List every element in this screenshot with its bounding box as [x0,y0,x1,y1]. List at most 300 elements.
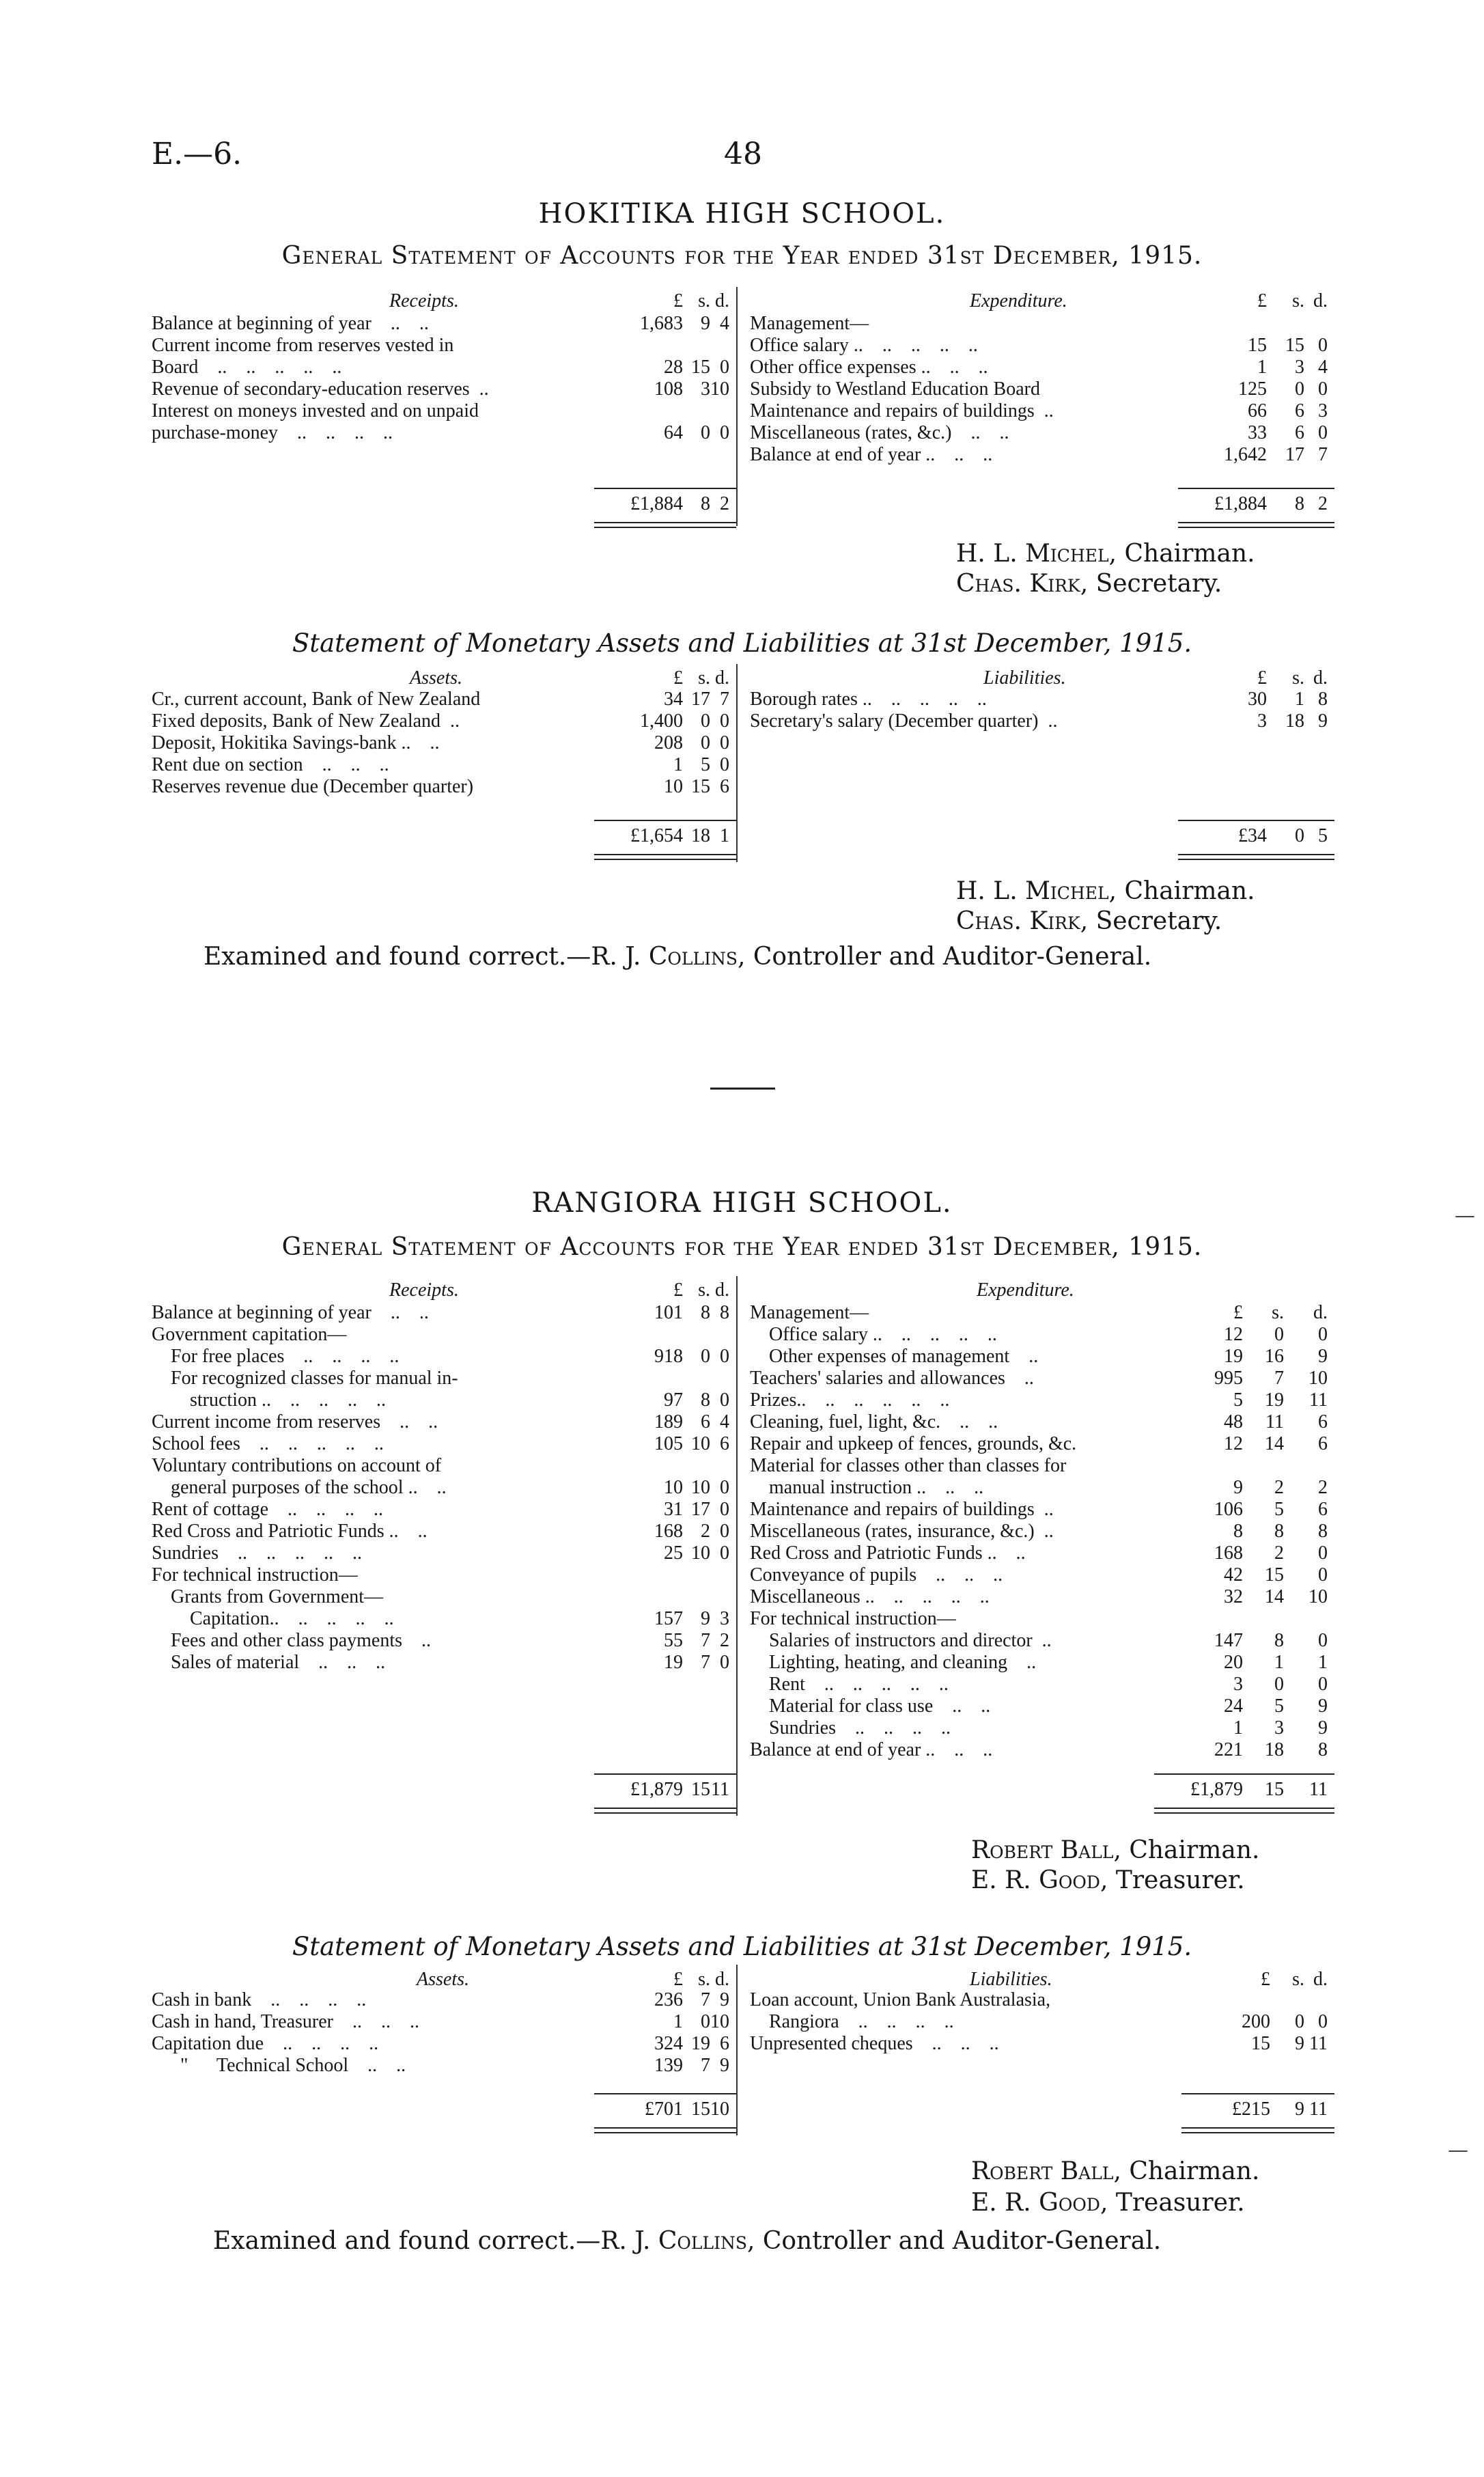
hokitika-assets-assets_total-d: 1 [720,825,729,846]
rangiora-expenditure_total-s: 15 [1265,1779,1284,1800]
hokitika-receipts-row-d: 0 [720,357,729,378]
rangiora-receipts-row-l: 25 [664,1542,683,1564]
rangiora-receipts-row-s: 8 [701,1302,710,1323]
rangiora-expenditure-row-l: 20 [1224,1652,1243,1673]
hokitika-expenditure-row-d: 7 [1318,444,1328,465]
rangiora-expenditure_head-col-d: d. [1313,1302,1328,1323]
rangiora-expenditure-row-d: 0 [1318,1674,1328,1695]
hokitika-expenditure_head-col-s: s. [1292,290,1304,312]
hokitika-receipts-row-d: 10 [710,378,729,400]
rangiora-liabilities-liabilities_head-col-s: s. [1292,1969,1304,1990]
rangiora-receipts-row-label: Sales of material .. .. .. [152,1652,386,1673]
rangiora-receipts-row-label: Grants from Government— [152,1586,384,1607]
hokitika-liabilities-liabilities_head-col-l: £ [1257,667,1267,689]
rangiora-expenditure-row-l: 19 [1224,1346,1243,1367]
hokitika-assets-assets_total-double-rule [594,854,736,855]
rangiora-expenditure-row-label: Material for classes other than classes for [750,1455,1067,1476]
rangiora-expenditure_head-col-s: s. [1272,1302,1284,1323]
hokitika-expenditure-row-s: 3 [1295,357,1304,378]
rangiora-assets-assets-row-s: 19 [691,2033,710,2054]
rangiora-assets-assets_total-double-rule-2 [594,2132,736,2133]
hokitika-assets-assets-row-label: Rent due on section .. .. .. [152,754,389,775]
hokitika-expenditure_total-rule [1178,488,1334,489]
rangiora-expenditure-row-label: Rent .. .. .. .. .. [750,1674,949,1695]
rangiora-receipts-row-d: 3 [720,1608,729,1629]
hokitika-assets-assets-row-s: 17 [691,689,710,710]
rangiora-expenditure-row-d: 8 [1318,1521,1328,1542]
rangiora-assets-assets-row-s: 0 [701,2011,710,2032]
rangiora-liabilities-liabilities_total-s: 9 [1295,2099,1304,2120]
hokitika-expenditure_total-double-rule-2 [1178,527,1334,528]
hokitika-receipts_total-rule [594,488,736,489]
rangiora-expenditure-row-d: 9 [1318,1346,1328,1367]
hokitika-expenditure-row-d: 4 [1318,357,1328,378]
rangiora-receipts-row-d: 0 [720,1521,729,1542]
rangiora-expenditure-row-s: 0 [1274,1674,1284,1695]
rangiora-expenditure-row-l: 48 [1224,1411,1243,1433]
rangiora-expenditure-row-d: 0 [1318,1630,1328,1651]
hokitika-signature-secretary: Chas. Kirk, Secretary. [956,570,1222,598]
rangiora-assets-assets_head-col-d: d. [715,1969,729,1990]
rangiora-expenditure-row-label: Other expenses of management .. [750,1346,1039,1367]
hokitika-assets-assets_total-l: £1,654 [630,825,683,846]
hokitika-expenditure-row-label: Other office expenses .. .. .. [750,357,988,378]
rangiora-assets-assets-row-s: 7 [701,1989,710,2010]
rangiora-expenditure-row-l: 42 [1224,1564,1243,1586]
rangiora-receipts-row-d: 4 [720,1411,729,1433]
rangiora-expenditure-row-l: 147 [1214,1630,1243,1651]
rangiora-expenditure-row-l: 8 [1233,1521,1243,1542]
rangiora-liabilities-liabilities-row-label: Unpresented cheques .. .. .. [750,2033,999,2054]
rangiora-receipts-row-d: 6 [720,1433,729,1454]
hokitika-receipts-row-l: 1,683 [640,313,683,334]
rangiora-receipts-row-s: 17 [691,1499,710,1520]
rangiora-expenditure-row-label: Material for class use .. .. [750,1696,991,1717]
hokitika-receipts-row-label: Current income from reserves vested in [152,335,454,356]
hokitika-receipts-row-l: 108 [654,378,683,400]
rangiora-assets-title: Statement of Monetary Assets and Liabilities at 31st December, 1915. [292,1932,1192,1961]
rangiora-expenditure-row-s: 16 [1265,1346,1284,1367]
rangiora-assets-assets_head-heading: Assets. [417,1969,469,1990]
rangiora-expenditure_head-heading: Expenditure. [977,1279,1074,1301]
rangiora-assets-assets-row-l: 1 [673,2011,683,2032]
rangiora-liabilities-liabilities-row-label: Rangiora .. .. .. .. [750,2011,954,2032]
rangiora-receipts-row-d: 2 [720,1630,729,1651]
rangiora-receipts-row-d: 0 [720,1542,729,1564]
hokitika-receipts_total-d: 2 [720,493,729,514]
page-ref: E.—6. [152,137,242,171]
hokitika-expenditure_head-col-l: £ [1257,290,1267,312]
hokitika-assets-assets-row-s: 15 [691,776,710,797]
rangiora-expenditure-row-l: 12 [1224,1324,1243,1345]
hokitika-liabilities-liabilities-row-s: 1 [1295,689,1304,710]
rangiora-expenditure-row-l: 3 [1233,1674,1243,1695]
rangiora-receipts-row-l: 19 [664,1652,683,1673]
hokitika-expenditure-row-l: 125 [1238,378,1267,400]
rangiora-expenditure-row-s: 14 [1265,1586,1284,1607]
rangiora-assets-assets-row-label: Capitation due .. .. .. .. [152,2033,379,2054]
rangiora-receipts-row-label: Capitation.. .. .. .. .. [152,1608,394,1629]
rangiora-expenditure-row-l: 221 [1214,1739,1243,1760]
rangiora-expenditure-row-label: For technical instruction— [750,1608,956,1629]
hokitika-assets-assets-row-d: 6 [720,776,729,797]
hokitika-expenditure-row-d: 0 [1318,378,1328,400]
rangiora-assets-assets-row-label: Cash in hand, Treasurer .. .. .. [152,2011,419,2032]
rangiora-receipts-row-d: 0 [720,1652,729,1673]
rangiora-expenditure-row-label: Office salary .. .. .. .. .. [750,1324,997,1345]
rangiora-expenditure-row-d: 6 [1318,1411,1328,1433]
hokitika-assets-assets_total-double-rule-2 [594,859,736,860]
rangiora-receipts-row-l: 189 [654,1411,683,1433]
rangiora-assets-assets_head-col-l: £ [673,1969,683,1990]
rangiora-liabilities-liabilities_total-l: £215 [1232,2099,1270,2120]
hokitika-assets-assets-row-label: Fixed deposits, Bank of New Zealand .. [152,710,460,732]
hokitika-liabilities-liabilities-row-s: 18 [1285,710,1304,732]
hokitika-assets-assets-row-d: 0 [720,710,729,732]
hokitika-assets-assets-row-l: 208 [654,732,683,753]
rangiora-expenditure-row-s: 2 [1274,1542,1284,1564]
rangiora-receipts_head-heading: Receipts. [389,1279,459,1301]
rangiora-expenditure-row-d: 10 [1308,1368,1328,1389]
rangiora-expenditure-row-l: 1 [1233,1717,1243,1739]
rangiora-expenditure_total-double-rule [1154,1808,1334,1809]
hokitika-liabilities-liabilities-row-label: Borough rates .. .. .. .. .. [750,689,987,710]
hokitika-assets-assets-row-l: 10 [664,776,683,797]
rangiora-receipts_total-s: 15 [691,1779,710,1800]
hokitika-receipts_total-l: £1,884 [630,493,683,514]
hokitika-expenditure-row-l: 66 [1248,400,1267,421]
rangiora-assets-assets-row-d: 6 [720,2033,729,2054]
rangiora-expenditure-row-s: 0 [1274,1324,1284,1345]
rangiora-expenditure-row-l: 9 [1233,1477,1243,1498]
hokitika-expenditure-row-s: 17 [1285,444,1304,465]
hokitika-receipts-row-s: 9 [701,313,710,334]
rangiora-receipts-row-l: 55 [664,1630,683,1651]
rangiora-expenditure-row-s: 14 [1265,1433,1284,1454]
rangiora-expenditure-row-d: 9 [1318,1717,1328,1739]
rangiora-receipts-row-l: 918 [654,1346,683,1367]
rangiora-receipts-row-d: 8 [720,1302,729,1323]
hokitika-assets-assets-row-label: Cr., current account, Bank of New Zealand [152,689,481,710]
hokitika-receipts_total-s: 8 [701,493,710,514]
hokitika-signature-secretary-2: Chas. Kirk, Secretary. [956,907,1222,935]
rangiora-receipts-row-label: Fees and other class payments .. [152,1630,432,1651]
rangiora-assets-assets-row-s: 7 [701,2055,710,2076]
rangiora-expenditure-row-d: 8 [1318,1739,1328,1760]
rangiora-expenditure-row-label: Salaries of instructors and director .. [750,1630,1052,1651]
rangiora-expenditure-row-label: Maintenance and repairs of buildings .. [750,1499,1054,1520]
hokitika-receipts-row-label: Interest on moneys invested and on unpaid [152,400,479,421]
hokitika-assets-assets-row-label: Deposit, Hokitika Savings-bank .. .. [152,732,440,753]
rangiora-liabilities-liabilities_head-heading: Liabilities. [970,1969,1052,1990]
hokitika-assets-assets-row-d: 0 [720,732,729,753]
rangiora-assets-assets-row-l: 236 [654,1989,683,2010]
hokitika-expenditure_head-col-d: d. [1313,290,1328,312]
rangiora-liabilities-liabilities_head-col-d: d. [1313,1969,1328,1990]
rangiora-expenditure-row-label: Lighting, heating, and cleaning .. [750,1652,1037,1673]
hokitika-receipts_head-heading: Receipts. [389,290,459,312]
rangiora-expenditure-row-label: Miscellaneous (rates, insurance, &c.) .. [750,1521,1054,1542]
rangiora-signature-chairman-2: Robert Ball, Chairman. [971,2157,1260,2185]
rangiora-receipts-row-d: 0 [720,1499,729,1520]
rangiora-expenditure-row-d: 6 [1318,1499,1328,1520]
hokitika-receipts-row-label: Balance at beginning of year .. .. [152,313,429,334]
rangiora-assets-assets-row-label: Cash in bank .. .. .. .. [152,1989,367,2010]
hokitika-expenditure-row-l: 1 [1257,357,1267,378]
rangiora-expenditure-row-s: 1 [1274,1652,1284,1673]
hokitika-expenditure-row-l: 1,642 [1224,444,1267,465]
rangiora-assets-assets-row-d: 9 [720,1989,729,2010]
rangiora-receipts-row-s: 7 [701,1630,710,1651]
hokitika-liabilities-liabilities-row-d: 8 [1318,689,1328,710]
rangiora-expenditure-row-s: 7 [1274,1368,1284,1389]
rangiora-receipts_total-d: 11 [711,1779,729,1800]
rangiora-receipts_total-double-rule [594,1808,736,1809]
hokitika-liabilities-liabilities-row-l: 3 [1257,710,1267,732]
rangiora-expenditure-row-d: 10 [1308,1586,1328,1607]
hokitika-expenditure_total-double-rule [1178,522,1334,523]
rangiora-expenditure-row-d: 1 [1318,1652,1328,1673]
hokitika-expenditure_head-heading: Expenditure. [970,290,1067,312]
rangiora-assets-assets-row-label: " Technical School .. .. [152,2055,406,2076]
rangiora-assets-assets_total-d: 10 [710,2099,729,2120]
rangiora-assets-assets-row-l: 324 [654,2033,683,2054]
rangiora-expenditure-row-label: Repair and upkeep of fences, grounds, &c. [750,1433,1077,1454]
hokitika-expenditure-row-l: 33 [1248,422,1267,443]
rangiora-receipts_head-col-l: £ [673,1279,683,1301]
rangiora-expenditure-row-s: 5 [1274,1499,1284,1520]
rangiora-receipts_total-rule [594,1773,736,1775]
hokitika-expenditure_total-s: 8 [1295,493,1304,514]
hokitika-liabilities-liabilities_total-l: £34 [1238,825,1267,846]
rangiora-receipts-row-s: 10 [691,1477,710,1498]
rangiora-liabilities-liabilities_head-col-l: £ [1261,1969,1270,1990]
rangiora-receipts-row-label: Balance at beginning of year .. .. [152,1302,429,1323]
hokitika-assets-assets_head-heading: Assets. [410,667,462,689]
rangiora-receipts_head-col-s: s. [698,1279,710,1301]
rangiora-receipts-row-s: 10 [691,1433,710,1454]
rangiora-expenditure-row-label: Balance at end of year .. .. .. [750,1739,993,1760]
rangiora-receipts-row-label: Red Cross and Patriotic Funds .. .. [152,1521,428,1542]
margin-mark: — [1455,1204,1475,1228]
hokitika-assets-assets-row-l: 34 [664,689,683,710]
rangiora-receipts-row-s: 9 [701,1608,710,1629]
hokitika-receipts-row-label: purchase-money .. .. .. .. [152,422,393,443]
hokitika-expenditure-row-label: Office salary .. .. .. .. .. [750,335,978,356]
hokitika-expenditure-row-l: 15 [1248,335,1267,356]
rangiora-expenditure-row-s: 8 [1274,1521,1284,1542]
hokitika-liabilities-liabilities_head-heading: Liabilities. [983,667,1066,689]
hokitika-liabilities-liabilities-row-label: Secretary's salary (December quarter) .. [750,710,1058,732]
rangiora-expenditure-row-label: Cleaning, fuel, light, &c. .. .. [750,1411,998,1433]
rangiora-expenditure-row-l: 12 [1224,1433,1243,1454]
rangiora-liabilities-liabilities-row-l: 200 [1242,2011,1270,2032]
rangiora-receipts-row-s: 10 [691,1542,710,1564]
rangiora-signature-chairman: Robert Ball, Chairman. [971,1836,1260,1864]
rangiora-expenditure-row-s: 2 [1274,1477,1284,1498]
rangiora-expenditure_total-l: £1,879 [1190,1779,1243,1800]
hokitika-subtitle: General Statement of Accounts for the Year ended 31st December, 1915. [281,242,1203,270]
rangiora-receipts-row-l: 168 [654,1521,683,1542]
rangiora-signature-treasurer: E. R. Good, Treasurer. [971,1866,1245,1894]
rangiora-liabilities-liabilities_total-double-rule-2 [1181,2132,1334,2133]
hokitika-expenditure_total-d: 2 [1318,493,1328,514]
rangiora-receipts-row-d: 0 [720,1346,729,1367]
hokitika-liabilities-liabilities-row-d: 9 [1318,710,1328,732]
rangiora-receipts-row-label: Rent of cottage .. .. .. .. [152,1499,384,1520]
hokitika-examined-note: Examined and found correct.—R. J. Collins, Controller and Auditor-General. [204,943,1152,971]
hokitika-receipts-row-s: 15 [691,357,710,378]
rangiora-assets-divider [736,1965,738,2135]
rangiora-receipts-row-label: School fees .. .. .. .. .. [152,1433,384,1454]
hokitika-signature-chairman: H. L. Michel, Chairman. [956,540,1255,568]
rangiora-receipts-row-label: Current income from reserves .. .. [152,1411,438,1433]
rangiora-liabilities-liabilities-row-s: 9 [1295,2033,1304,2054]
hokitika-title: HOKITIKA HIGH SCHOOL. [538,198,946,230]
hokitika-assets-assets-row-s: 5 [701,754,710,775]
hokitika-assets-assets-row-l: 1,400 [640,710,683,732]
hokitika-receipts_total-double-rule [594,522,736,523]
rangiora-assets-assets_total-l: £701 [645,2099,683,2120]
rangiora-expenditure-row-l: 32 [1224,1586,1243,1607]
rangiora-expenditure-row-label: manual instruction .. .. .. [750,1477,984,1498]
rangiora-assets-assets_head-col-s: s. [698,1969,710,1990]
hokitika-signature-chairman-2: H. L. Michel, Chairman. [956,877,1255,905]
hokitika-liabilities-liabilities_total-double-rule-2 [1178,859,1334,860]
rangiora-receipts-row-label: For free places .. .. .. .. [152,1346,400,1367]
hokitika-expenditure-row-d: 0 [1318,422,1328,443]
hokitika-liabilities-liabilities_total-rule [1178,820,1334,821]
hokitika-receipts_head-col-d: d. [715,290,729,312]
hokitika-liabilities-liabilities_head-col-d: d. [1313,667,1328,689]
hokitika-assets-assets-row-s: 0 [701,732,710,753]
hokitika-receipts_head-col-s: s. [698,290,710,312]
rangiora-expenditure-row-label: Conveyance of pupils .. .. .. [750,1564,1003,1586]
rangiora-liabilities-liabilities-row-l: 15 [1251,2033,1270,2054]
rangiora-divider [736,1276,738,1816]
rangiora-expenditure-row-s: 3 [1274,1717,1284,1739]
rangiora-expenditure-row-label: Miscellaneous .. .. .. .. .. [750,1586,990,1607]
hokitika-receipts-row-label: Board .. .. .. .. .. [152,357,342,378]
rangiora-receipts-row-l: 101 [654,1302,683,1323]
hokitika-receipts-row-s: 3 [701,378,710,400]
hokitika-assets-assets_total-rule [594,820,736,821]
hokitika-expenditure-row-label: Maintenance and repairs of buildings .. [750,400,1054,421]
rangiora-receipts-row-s: 0 [701,1346,710,1367]
rangiora-expenditure-row-s: 15 [1265,1564,1284,1586]
rangiora-receipts-row-s: 7 [701,1652,710,1673]
rangiora-receipts-row-l: 157 [654,1608,683,1629]
hokitika-assets-title: Statement of Monetary Assets and Liabilities at 31st December, 1915. [292,628,1192,658]
hokitika-receipts-row-d: 4 [720,313,729,334]
rangiora-expenditure_head-col-l: £ [1233,1302,1243,1323]
rangiora-receipts-row-label: For technical instruction— [152,1564,358,1586]
page-number: 48 [724,137,762,171]
rangiora-receipts_total-l: £1,879 [630,1779,683,1800]
rangiora-liabilities-liabilities-row-label: Loan account, Union Bank Australasia, [750,1989,1051,2010]
hokitika-assets-assets_head-col-s: s. [698,667,710,689]
rangiora-receipts-row-d: 0 [720,1389,729,1411]
rangiora-signature-treasurer-2: E. R. Good, Treasurer. [971,2189,1245,2217]
rangiora-expenditure-row-d: 11 [1309,1389,1328,1411]
hokitika-assets-assets-row-s: 0 [701,710,710,732]
rangiora-expenditure-row-d: 0 [1318,1564,1328,1586]
rangiora-expenditure-row-d: 2 [1318,1477,1328,1498]
rangiora-assets-assets_total-rule [594,2093,736,2094]
rangiora-receipts-row-s: 6 [701,1411,710,1433]
rangiora-examined-note: Examined and found correct.—R. J. Collins, Controller and Auditor-General. [213,2227,1162,2255]
rangiora-expenditure-row-d: 0 [1318,1542,1328,1564]
rangiora-subtitle: General Statement of Accounts for the Year ended 31st December, 1915. [281,1233,1203,1261]
rangiora-receipts-row-label: general purposes of the school .. .. [152,1477,447,1498]
hokitika-expenditure-row-s: 0 [1295,378,1304,400]
rangiora-assets-assets_total-double-rule [594,2127,736,2129]
rangiora-expenditure_total-rule [1154,1773,1334,1775]
hokitika-liabilities-liabilities_total-double-rule [1178,854,1334,855]
rangiora-liabilities-liabilities_total-d: 11 [1309,2099,1328,2120]
rangiora-assets-assets_total-s: 15 [691,2099,710,2120]
rangiora-liabilities-liabilities_total-rule [1181,2093,1334,2094]
hokitika-expenditure-row-s: 6 [1295,422,1304,443]
rangiora-receipts_total-double-rule-2 [594,1812,736,1814]
rangiora-receipts-row-label: For recognized classes for manual in- [152,1368,458,1389]
rangiora-liabilities-liabilities-row-s: 0 [1295,2011,1304,2032]
hokitika-expenditure_total-l: £1,884 [1214,493,1267,514]
hokitika-receipts-row-d: 0 [720,422,729,443]
rangiora-liabilities-liabilities-row-d: 0 [1318,2011,1328,2032]
rangiora-receipts-row-d: 0 [720,1477,729,1498]
hokitika-divider [736,287,738,526]
rangiora-receipts-row-label: struction .. .. .. .. .. [152,1389,386,1411]
rangiora-expenditure-row-l: 106 [1214,1499,1243,1520]
hokitika-expenditure-row-d: 3 [1318,400,1328,421]
rangiora-liabilities-liabilities_total-double-rule [1181,2127,1334,2129]
rangiora-receipts-row-l: 31 [664,1499,683,1520]
rangiora-receipts-row-s: 2 [701,1521,710,1542]
rangiora-receipts-row-l: 105 [654,1433,683,1454]
hokitika-receipts-row-s: 0 [701,422,710,443]
hokitika-assets-assets-row-label: Reserves revenue due (December quarter) [152,776,474,797]
rangiora-receipts-row-s: 8 [701,1389,710,1411]
rangiora-expenditure-row-l: 168 [1214,1542,1243,1564]
hokitika-expenditure-row-label: Balance at end of year .. .. .. [750,444,993,465]
rangiora-expenditure-row-label: Teachers' salaries and allowances .. [750,1368,1034,1389]
rangiora-expenditure-row-s: 8 [1274,1630,1284,1651]
hokitika-assets-assets-row-d: 0 [720,754,729,775]
rangiora-expenditure-row-label: Red Cross and Patriotic Funds .. .. [750,1542,1026,1564]
hokitika-assets-assets_total-s: 18 [691,825,710,846]
hokitika-receipts_head-col-l: £ [673,290,683,312]
hokitika-assets-assets-row-d: 7 [720,689,729,710]
rangiora-expenditure-row-s: 11 [1265,1411,1284,1433]
hokitika-assets-assets_head-col-d: d. [715,667,729,689]
hokitika-liabilities-liabilities_total-d: 5 [1318,825,1328,846]
rangiora-receipts-row-label: Voluntary contributions on account of [152,1455,442,1476]
hokitika-receipts_total-double-rule-2 [594,527,736,528]
hokitika-liabilities-liabilities_total-s: 0 [1295,825,1304,846]
rangiora-expenditure-row-l: 5 [1233,1389,1243,1411]
rangiora-receipts-row-l: 97 [664,1389,683,1411]
hokitika-liabilities-liabilities_head-col-s: s. [1292,667,1304,689]
rangiora-assets-assets-row-d: 9 [720,2055,729,2076]
rangiora-expenditure_total-double-rule-2 [1154,1812,1334,1814]
hokitika-liabilities-liabilities-row-l: 30 [1248,689,1267,710]
hokitika-receipts-row-label: Revenue of secondary-education reserves .. [152,378,489,400]
rangiora-expenditure-row-d: 6 [1318,1433,1328,1454]
rangiora-assets-assets-row-l: 139 [654,2055,683,2076]
hokitika-assets-divider [736,664,738,862]
margin-mark-2: — [1448,2138,1468,2162]
